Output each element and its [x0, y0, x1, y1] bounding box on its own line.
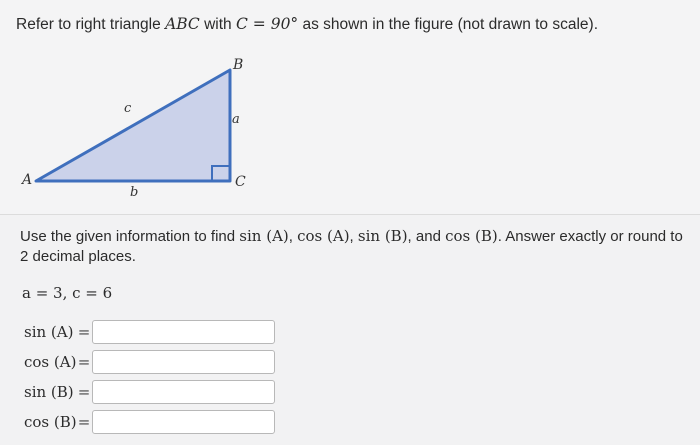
answer-label-sin-b: sin (B) — [24, 383, 74, 401]
answer-equals-cos-a: = — [77, 353, 91, 371]
instruction-sin-b: sin (B) — [357, 227, 408, 245]
instruction-intro: Use the given information to find — [20, 228, 236, 245]
side-label-b: b — [130, 185, 139, 200]
side-label-a: a — [232, 112, 240, 127]
answer-input-cos-b[interactable] — [92, 410, 275, 434]
answer-label-sin-a: sin (A) — [24, 323, 74, 341]
instruction-cos-b: cos (B) — [445, 227, 498, 245]
instruction-and: and — [415, 228, 441, 245]
prompt-with: with — [204, 16, 232, 33]
instruction-text: Use the given information to find sin (A), cos (A), sin (B), and cos (B). Answer exactly or round to 2 decimal places. — [20, 227, 683, 265]
prompt-triangle: ABC — [165, 15, 200, 33]
prompt-angle-condition: C = 90° — [236, 15, 299, 33]
answer-equals-cos-b: = — [77, 413, 91, 431]
prompt-prefix: Refer to right triangle — [16, 16, 161, 33]
answer-row-sin-a — [24, 318, 275, 346]
answer-label-cos-b: cos (B) — [24, 413, 77, 431]
answer-row-cos-a — [24, 348, 275, 376]
answer-equals-sin-a: = — [77, 323, 91, 341]
triangle-shape — [36, 70, 230, 181]
instruction-outro: . Answer exactly or round to 2 decimal places. — [20, 228, 683, 265]
given-values: a = 3, c = 6 — [22, 284, 113, 302]
answer-row-sin-b — [24, 378, 275, 406]
vertex-label-b: B — [233, 57, 244, 73]
answer-input-cos-a[interactable] — [92, 350, 275, 374]
triangle-figure — [0, 0, 700, 214]
vertex-label-c: C — [235, 174, 246, 190]
prompt-suffix: as shown in the figure (not drawn to scale). — [302, 16, 599, 33]
side-label-c: c — [124, 101, 132, 116]
answer-input-sin-a[interactable] — [92, 320, 275, 344]
answer-input-sin-b[interactable] — [92, 380, 275, 404]
instruction-cos-a: cos (A) — [297, 227, 350, 245]
answer-label-cos-a: cos (A) — [24, 353, 77, 371]
answer-equals-sin-b: = — [77, 383, 91, 401]
vertex-label-a: A — [22, 172, 33, 188]
answer-row-cos-b — [24, 408, 275, 436]
instruction-sin-a: sin (A) — [239, 227, 289, 245]
